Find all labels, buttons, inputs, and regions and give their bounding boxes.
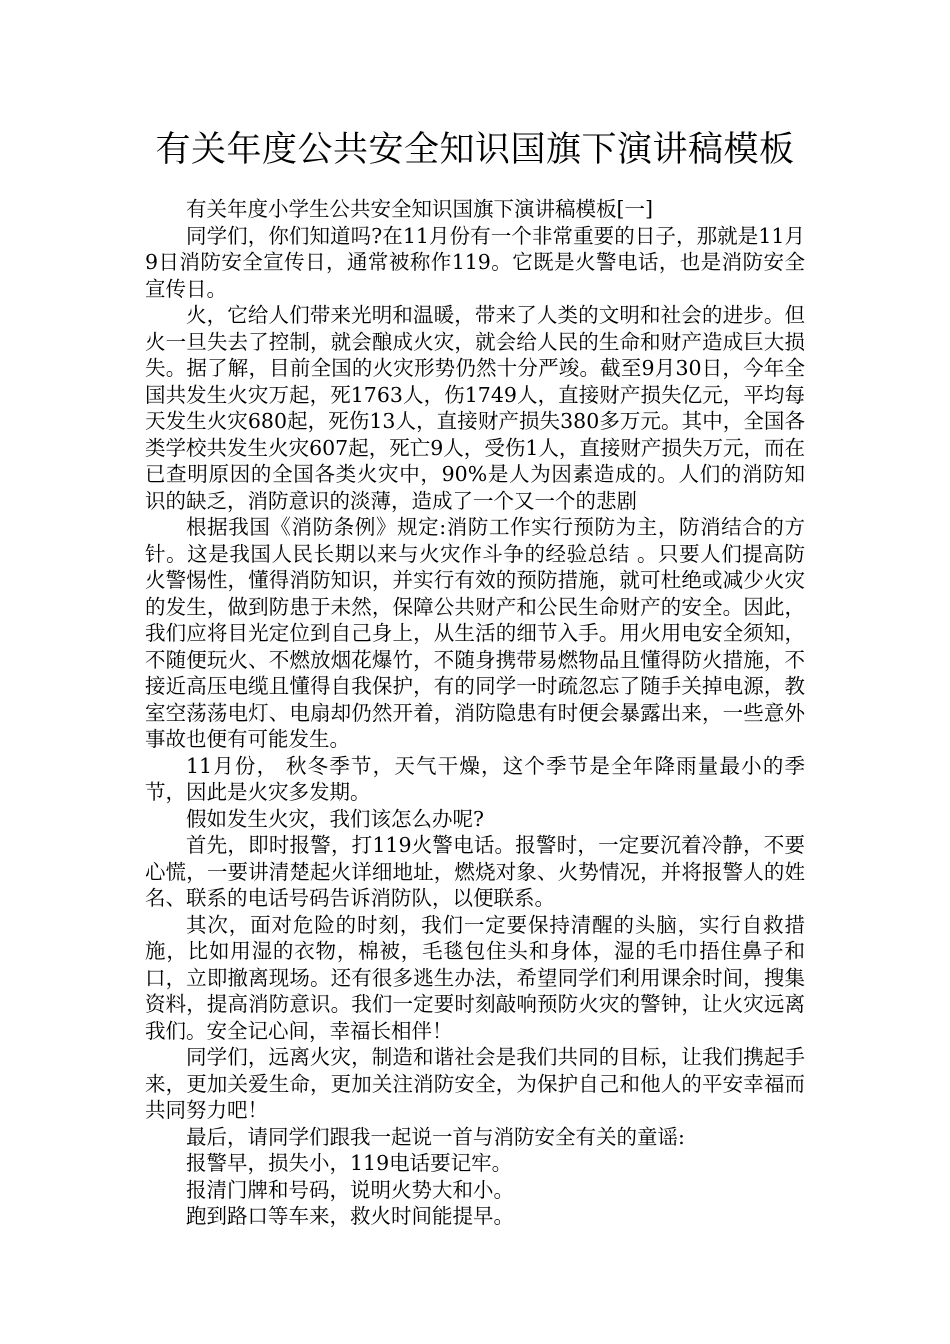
- document-title: 有关年度公共安全知识国旗下演讲稿模板: [155, 130, 795, 170]
- body-paragraph: 同学们，你们知道吗?在11月份有一个非常重要的日子，那就是11月9日消防安全宣传日，通常被称作119。它既是火警电话，也是消防安全宣传日。: [145, 223, 805, 301]
- rhyme-line: 报清门牌和号码，说明火势大和小。: [186, 1177, 514, 1202]
- body-paragraph: 11月份， 秋冬季节，天气干燥，这个季节是全年降雨量最小的季节，因此是火灾多发期。: [145, 753, 805, 804]
- body-paragraph: 首先，即时报警，打119火警电话。报警时，一定要沉着冷静，不要心慌，一要讲清楚起火详细地址，燃烧对象、火势情况，并将报警人的姓名、联系的电话号码告诉消防队，以便联系。: [145, 833, 805, 910]
- rhyme-line: 跑到路口等车来，救火时间能提早。: [186, 1204, 514, 1228]
- body-paragraph: 其次，面对危险的时刻，我们一定要保持清醒的头脑，实行自救措施，比如用湿的衣物，棉被，毛毯包住头和身体，湿的毛巾捂住鼻子和口，立即撤离现场。还有很多逃生办法，希望同学们利用课余时间，搜集资料，提高消防意识。我们一定要时刻敲响预防火灾的警钟，让火灾远离我们。安全记心间，幸福长相伴！: [145, 912, 805, 1043]
- document-body: [145, 196, 805, 1230]
- body-paragraph: 最后，请同学们跟我一起说一首与消防安全有关的童谣:: [186, 1124, 685, 1149]
- body-paragraph: 根据我国《消防条例》规定:消防工作实行预防为主，防消结合的方针。这是我国人民长期以来与火灾作斗争的经验总结 。只要人们提高防火警惕性，懂得消防知识，并实行有效的预防措施，就可杜绝或减少火灾的发生，做到防患于未然，保障公共财产和公民生命财产的安全。因此，我们应将目光定位到自己身上，从生活的细节入手。用火用电安全须知，不随便玩火、不燃放烟花爆竹，不随身携带易燃物品且懂得防火措施，不接近高压电缆且懂得自我保护，有的同学一时疏忽忘了随手关掉电源，教室空荡荡电灯、电扇却仍然开着，消防隐患有时便会暴露出来，一些意外事故也便有可能发生。: [145, 515, 805, 751]
- body-paragraph: 火，它给人们带来光明和温暖，带来了人类的文明和社会的进步。但火一旦失去了控制，就会酿成火灾，就会给人民的生命和财产造成巨大损失。据了解，目前全国的火灾形势仍然十分严竣。截至9月30日，今年全国共发生火灾万起，死1763人，伤1749人，直接财产损失亿元，平均每天发生火灾680起，死伤13人，直接财产损失380多万元。其中，全国各类学校共发生火灾607起，死亡9人，受伤1人，直接财产损失万元，而在已查明原因的全国各类火灾中，90%是人为因素造成的。人们的消防知识的缺乏，消防意识的淡薄，造成了一个又一个的悲剧: [145, 303, 805, 513]
- subtitle-paragraph: 有关年度小学生公共安全知识国旗下演讲稿模板[一]: [186, 197, 653, 221]
- body-paragraph: 假如发生火灾，我们该怎么办呢?: [186, 806, 484, 831]
- rhyme-line: 报警早，损失小，119电话要记牢。: [186, 1151, 513, 1175]
- body-paragraph: 同学们，远离火灾，制造和谐社会是我们共同的目标，让我们携起手来，更加关爱生命，更加关注消防安全，为保护自己和他人的平安幸福而共同努力吧！: [145, 1045, 805, 1122]
